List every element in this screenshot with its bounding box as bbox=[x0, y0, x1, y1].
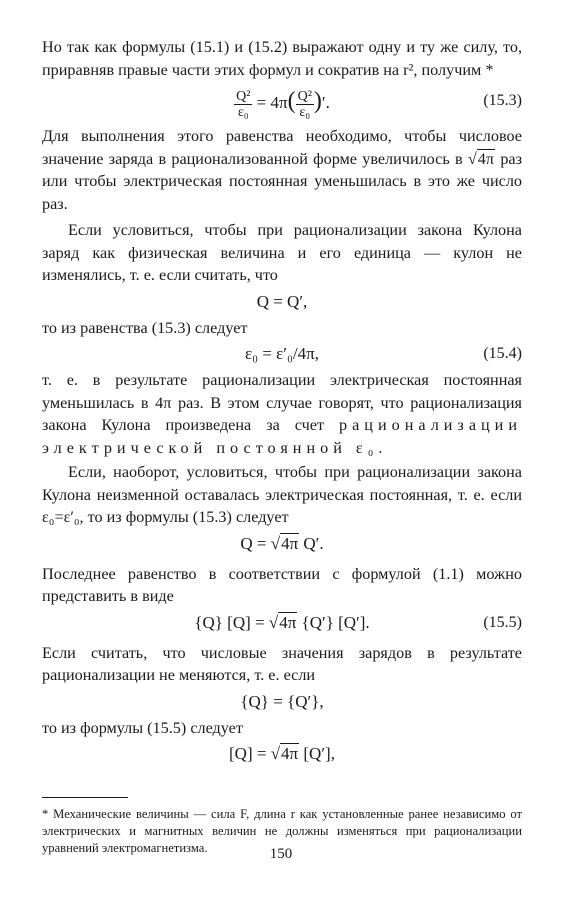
equation-q-equal: Q = Q′, bbox=[256, 291, 308, 311]
footnote: * Механические величины — сила F, длина r как установленные ранее независимо от электрических и магнитных величин не должны изменяться при рационализации уравнений электромагнетизма. bbox=[42, 807, 522, 855]
eq1-den2: ε₀ bbox=[299, 104, 311, 120]
eq1-den1: ε₀ bbox=[237, 104, 249, 120]
equation-number: (15.4) bbox=[483, 345, 522, 362]
paragraph-9: то из формулы (15.5) следует bbox=[42, 718, 243, 737]
equation-15-5: {Q} [Q] = √4π {Q′} [Q′]. (15.5) bbox=[42, 608, 522, 638]
paragraph-6: Если, наоборот, условиться, чтобы при рационализации закона Кулона неизменной оставалась электрическая постоянная, т. е. если ε₀=ε′₀, то из формулы (15.3) следует bbox=[42, 463, 522, 526]
equation-15-4: ε₀ = ε′₀/4π, (15.4) bbox=[42, 339, 522, 369]
paragraph-2: Для выполнения этого равенства необходимо, чтобы числовое значение заряда в рационализованной форме увеличилось в √4π раз или чтобы электрическая постоянная уменьшилась в это же число раз. bbox=[42, 127, 522, 213]
equation-number: (15.5) bbox=[483, 613, 522, 631]
eq1-num1: Q² bbox=[236, 88, 251, 104]
footnote-rule bbox=[42, 797, 128, 798]
paragraph-4: то из равенства (15.3) следует bbox=[42, 318, 248, 337]
equation-q-sqrt: Q = √4π Q′. bbox=[240, 533, 324, 553]
paragraph-1: Но так как формулы (15.1) и (15.2) выражают одну и ту же силу, то, приравняв правые части этих формул и сократив на r², получим * bbox=[42, 38, 522, 79]
paragraph-8: Если считать, что числовые значения зарядов в результате рационализации не меняются, т. е. если bbox=[42, 643, 522, 684]
equation-number: (15.3) bbox=[483, 92, 522, 109]
paragraph-3: Если условиться, чтобы при рационализации закона Кулона заряд как физическая величина и его единица — кулон не изменялись, т. е. если считать, что bbox=[42, 221, 522, 284]
equation-units: [Q] = √4π [Q′], bbox=[229, 744, 335, 763]
equation-braces: {Q} = {Q′}, bbox=[240, 691, 324, 711]
eq1-mid: = 4π bbox=[252, 93, 288, 112]
eq1-num2: Q² bbox=[297, 88, 312, 104]
paragraph-5: т. е. в результате рационализации электрическая постоянная уменьшилась в 4π раз. В этом случае говорят, что рационализация закона Кулона произведена за счет рационализации электрической постоянной ε₀. bbox=[42, 371, 522, 457]
spaced-emphasis: рационализации электрической постоянной ε₀. bbox=[42, 416, 522, 457]
eq1-tail: ′. bbox=[321, 93, 330, 112]
equation-15-3: $\frac{\text{Q²}}{\text{ε₀}}$ = 4π( $\frac{\text{Q²}}{\text{ε₀}}$ )′. (15.3) bbox=[42, 81, 522, 121]
page-body bbox=[42, 36, 522, 857]
page-number: 150 bbox=[269, 846, 293, 862]
paragraph-7: Последнее равенство в соответствии с формулой (1.1) можно представить в виде bbox=[42, 564, 522, 605]
